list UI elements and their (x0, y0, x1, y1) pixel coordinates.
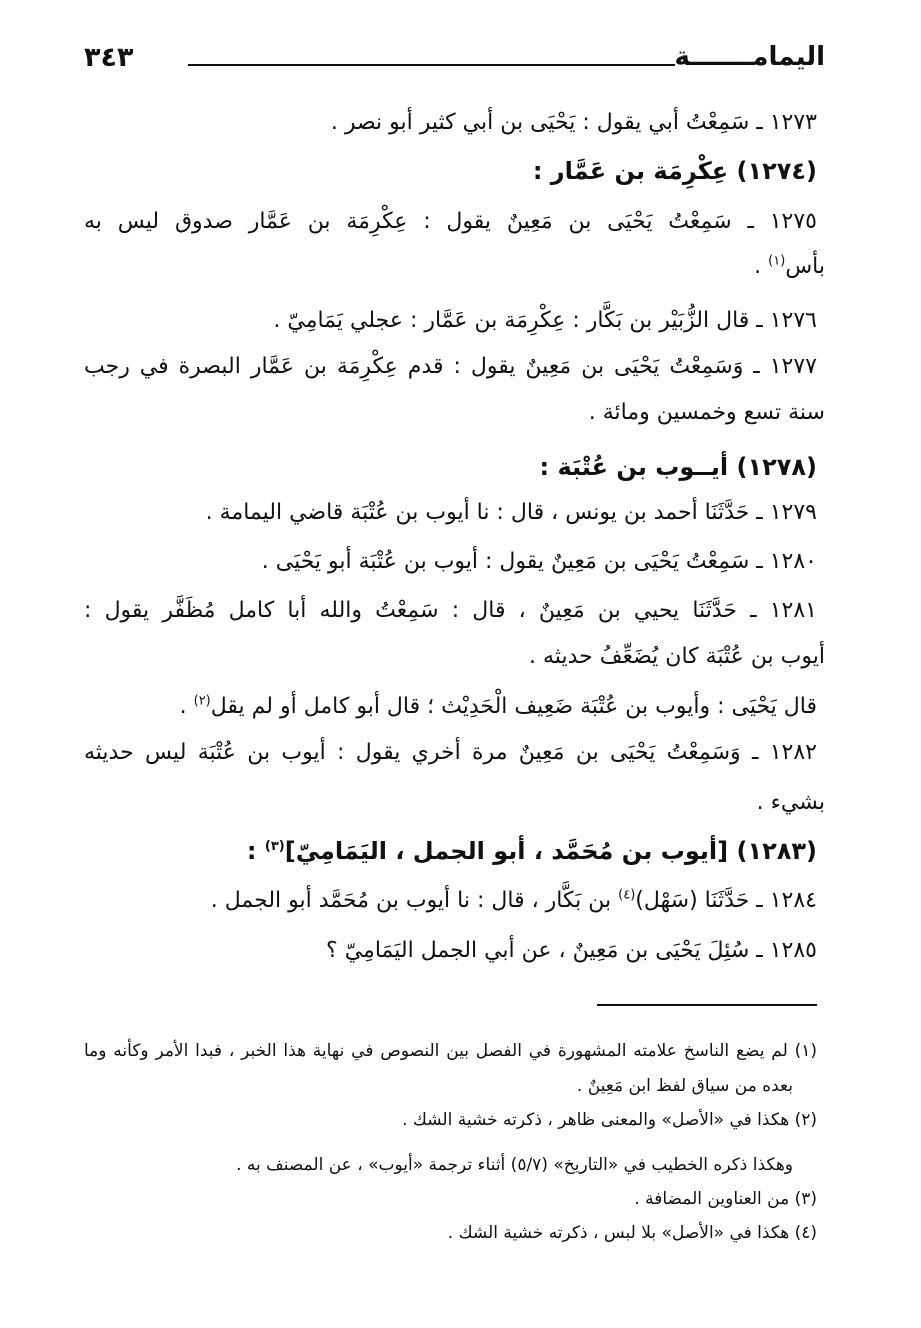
footnote-rule (597, 1004, 817, 1006)
entry-1281-continued: أيوب بن عُتْبَة كان يُضَعِّفُ حديثه . (529, 644, 825, 669)
entry-1275-continued (754, 250, 825, 284)
footnote-1-continued: بعده من سياق لفظ ابن مَعِينٌ . (576, 1076, 793, 1096)
heading-1283-text: (١٢٨٣) [أيوب بن مُحَمَّد ، أبو الجمل ، اليَمَامِيّ] (284, 837, 817, 865)
footnote-ref-3: (٣) (264, 839, 285, 854)
entry-1284-rest: بن بَكَّار ، قال : نا أيوب بن مُحَمَّد أبو الجمل . (210, 888, 619, 913)
page-number: ٣٤٣ (84, 42, 134, 73)
heading-1278: (١٢٧٨) أيــوب بن عُتْبَة : (539, 453, 817, 481)
entry-1277-continued: سنة تسع وخمسين ومائة . (588, 400, 825, 425)
entry-1277: ١٢٧٧ ـ وَسَمِعْتُ يَحْيَى بن مَعِينٌ يقول : قدم عِكْرِمَة بن عَمَّار البصرة في رجب (84, 354, 817, 379)
entry-1281-yahya-end: . (179, 694, 194, 719)
running-title: اليمامـــــــة (674, 42, 825, 72)
heading-1274: (١٢٧٤) عِكْرِمَة بن عَمَّار : (532, 157, 817, 185)
entry-1284-start: ١٢٨٤ ـ حَدَّثَنَا (سَهْل) (635, 888, 817, 913)
entry-1275-end: . (754, 254, 769, 279)
footnote-4: (٤) هكذا في «الأصل» بلا لبس ، ذكرته خشية الشك . (447, 1223, 817, 1243)
entry-1281-yahya-text: قال يَحْيَى : وأيوب بن عُتْبَة ضَعِيف الْحَدِيْث ؛ قال أبو كامل أو لم يقل (210, 694, 817, 719)
entry-1284 (211, 884, 817, 918)
entry-1281: ١٢٨١ ـ حَدَّثَنَا يحيي بن مَعِينٌ ، قال : سَمِعْتُ والله أبا كامل مُظَفَّر يقول : (84, 598, 817, 623)
entry-1276: ١٢٧٦ ـ قال الزُّبَيْر بن بَكَّار : عِكْرِمَة بن عَمَّار : عجلي يَمَامِيّ . (273, 308, 817, 333)
footnote-3: (٣) من العناوين المضافة . (634, 1189, 817, 1209)
footnote-ref-1: (١) (768, 253, 786, 269)
footnote-ref-2: (٢) (193, 693, 211, 709)
footnote-2: (٢) هكذا في «الأصل» والمعنى ظاهر ، ذكرته خشية الشك . (402, 1110, 817, 1130)
entry-1285: ١٢٨٥ ـ سُئِلَ يَحْيَى بن مَعِينٌ ، عن أبي الجمل اليَمَامِيّ ؟ (326, 938, 817, 963)
entry-1282-continued: بشيء . (756, 790, 825, 815)
entry-1280: ١٢٨٠ ـ سَمِعْتُ يَحْيَى بن مَعِينٌ يقول : أيوب بن عُتْبَة أبو يَحْيَى . (261, 549, 817, 574)
entry-1279: ١٢٧٩ ـ حَدَّثَنَا أحمد بن يونس ، قال : نا أيوب بن عُتْبَة قاضي اليمامة . (205, 500, 817, 525)
footnote-1: (١) لم يضع الناسخ علامته المشهورة في الفصل بين النصوص في نهاية هذا الخبر ، فبدا الأمر وكأنه وما (84, 1041, 817, 1061)
entry-1275: ١٢٧٥ ـ سَمِعْتُ يَحْيَى بن مَعِينٌ يقول : عِكْرِمَة بن عَمَّار صدوق ليس به (84, 209, 817, 234)
entry-1282: ١٢٨٢ ـ وَسَمِعْتُ يَحْيَى بن مَعِينٌ مرة أخري يقول : أيوب بن عُتْبَة ليس حديثه (84, 740, 817, 765)
footnote-2-continued: وهكذا ذكره الخطيب في «التاريخ» (٥/٧) أثناء ترجمة «أيوب» ، عن المصنف به . (236, 1155, 793, 1175)
footnote-ref-4: (٤) (618, 887, 636, 903)
entry-1275-tail: بأس (785, 254, 825, 279)
entry-1281-yahya (180, 690, 817, 724)
heading-1283-colon: : (246, 837, 265, 865)
entry-1273: ١٢٧٣ ـ سَمِعْتُ أبي يقول : يَحْيَى بن أبي كثير أبو نصر . (330, 110, 817, 135)
heading-1283 (247, 834, 817, 868)
